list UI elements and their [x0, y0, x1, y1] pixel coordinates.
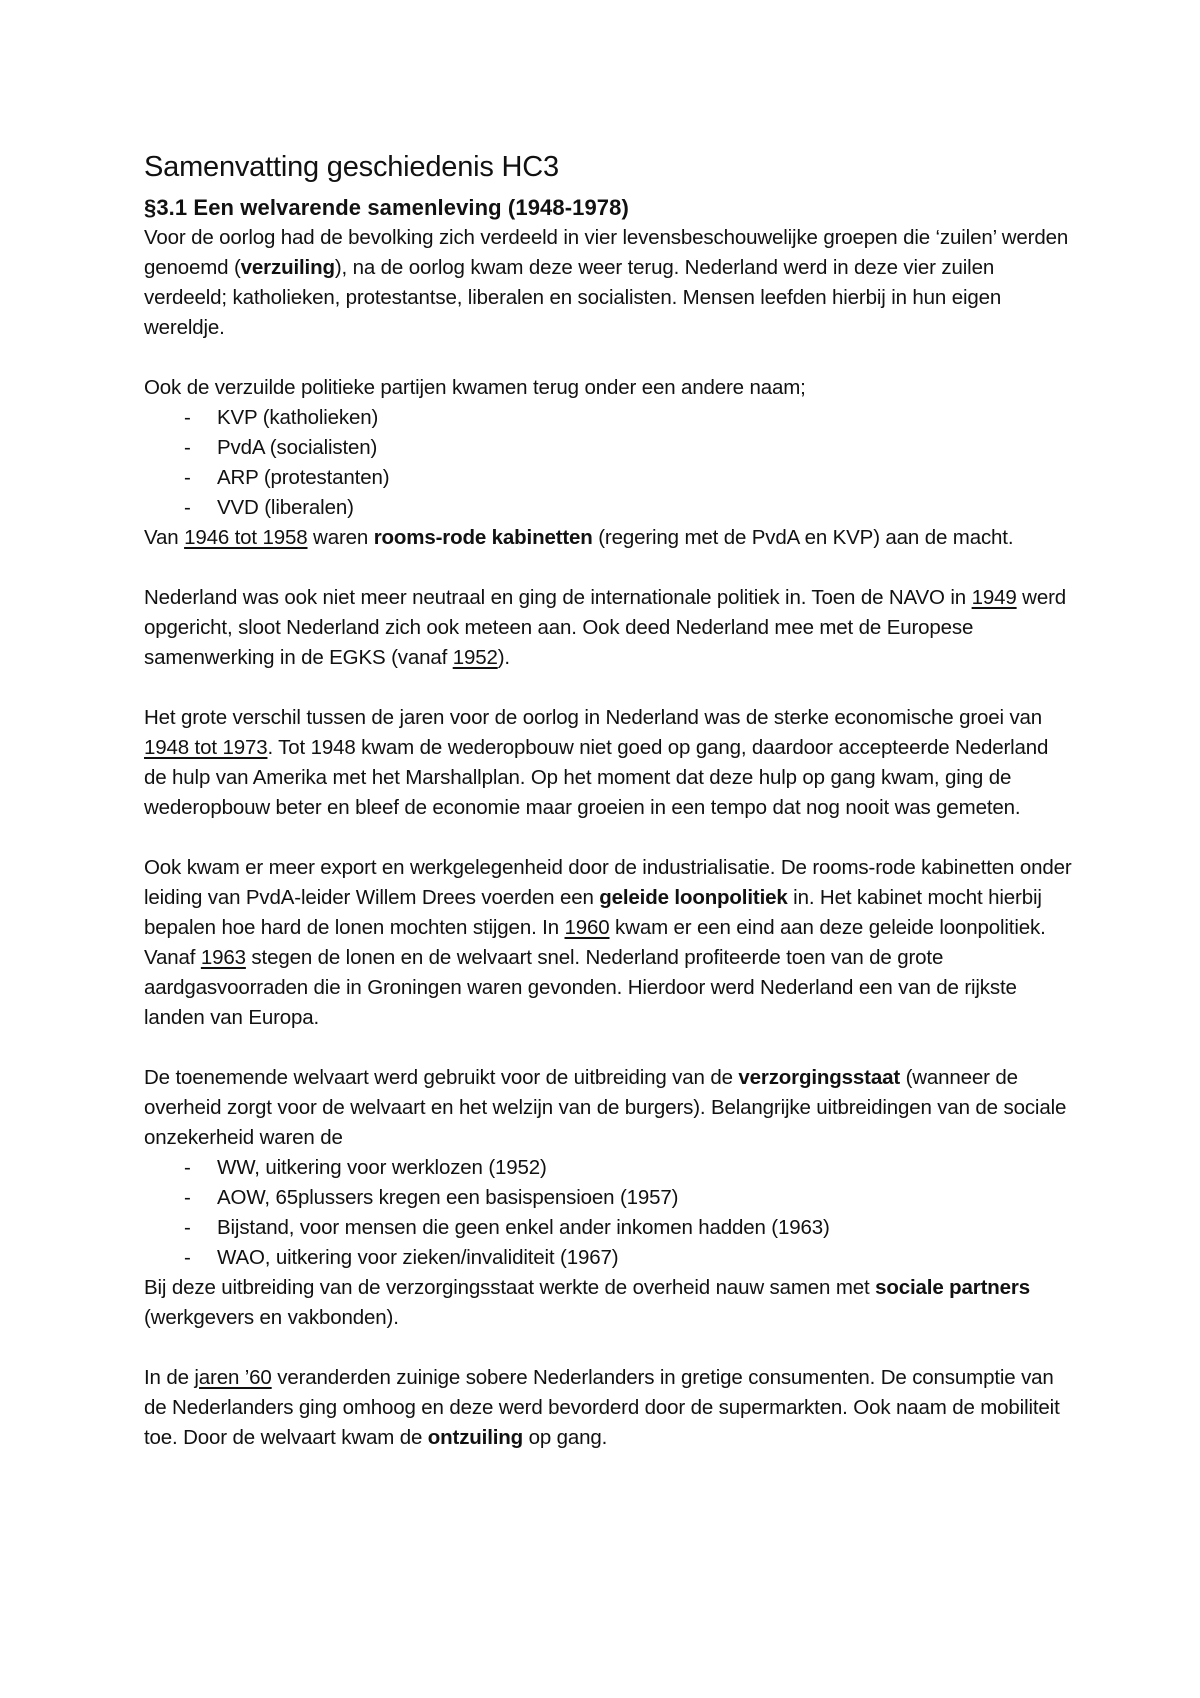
paragraph-gap	[144, 1333, 1074, 1363]
provisions-list	[144, 1153, 1074, 1273]
paragraph-gap	[144, 343, 1074, 373]
document-title: Samenvatting geschiedenis HC3	[144, 151, 559, 183]
list-item: - ARP (protestanten)	[184, 463, 1074, 493]
paragraph-consumptie	[144, 1363, 1074, 1453]
bold-term: verzorgingsstaat	[738, 1066, 901, 1089]
bold-term: rooms-rode kabinetten	[373, 526, 593, 549]
paragraph-international	[144, 583, 1074, 673]
text-run: Bij deze uitbreiding van de verzorgingsstaat werkte de overheid nauw samen met	[144, 1276, 876, 1299]
paragraph-loonpolitiek	[144, 853, 1074, 1033]
text-run: Voor de oorlog had de bevolking zich verdeeld in vier levensbeschouwelijke groepen die ‘zuilen’ werden genoemd (	[144, 226, 1069, 279]
paragraph-verzorgingsstaat	[144, 1063, 1074, 1153]
list-item: - AOW, 65plussers kregen een basispensioen (1957)	[184, 1183, 1074, 1213]
text-run: in. Het kabinet mocht hierbij bepalen hoe hard de lonen mochten stijgen. In	[144, 886, 1042, 939]
paragraph-gap	[144, 1033, 1074, 1063]
text-run: waren	[307, 526, 374, 549]
text-run: veranderden zuinige sobere Nederlanders in gretige consumenten. De consumptie van de Nederlanders ging omhoog en deze werd bevorderd door de supermarkten. Ook naam de mobiliteit toe. Door de welvaart kwam de	[144, 1366, 1060, 1449]
paragraph-gap	[144, 553, 1074, 583]
underlined-date: 1949	[971, 586, 1017, 609]
text-run: werd opgericht, sloot Nederland zich ook meteen aan. Ook deed Nederland mee met de Europese samenwerking in de EGKS (vanaf	[144, 586, 1067, 669]
parties-list	[144, 403, 1074, 523]
bold-term: geleide loonpolitiek	[599, 886, 788, 909]
text-run: Nederland was ook niet meer neutraal en ging de internationale politiek in. Toen de NAVO in	[144, 586, 972, 609]
underlined-date: jaren ’60	[194, 1366, 272, 1389]
text-run: Ook kwam er meer export en werkgelegenheid door de industrialisatie. De rooms-rode kabinetten onder leiding van PvdA-leider Willem Drees voerden een	[144, 856, 1072, 909]
list-item: - WW, uitkering voor werklozen (1952)	[184, 1153, 1074, 1183]
text-run: stegen de lonen en de welvaart snel. Nederland profiteerde toen van de grote aardgasvoorraden die in Groningen waren gevonden. Hierdoor werd Nederland een van de rijkste landen van Europa.	[144, 946, 1017, 1029]
paragraph-kabinetten	[144, 523, 1074, 553]
underlined-date: 1946 tot 1958	[184, 526, 308, 549]
text-run: (wanneer de overheid zorgt voor de welvaart en het welzijn van de burgers). Belangrijke uitbreidingen van de sociale onzekerheid waren de	[144, 1066, 1067, 1149]
underlined-date: 1963	[200, 946, 246, 969]
bold-term: verzuiling	[240, 256, 335, 279]
paragraph-gap	[144, 823, 1074, 853]
list-item: - Bijstand, voor mensen die geen enkel ander inkomen hadden (1963)	[184, 1213, 1074, 1243]
underlined-date: 1948 tot 1973	[144, 736, 268, 759]
text-run: Van	[144, 526, 185, 549]
text-run: kwam er een eind aan deze geleide loonpolitiek. Vanaf	[144, 916, 1046, 969]
list-item: - VVD (liberalen)	[184, 493, 1074, 523]
text-run: (regering met de PvdA en KVP) aan de macht.	[592, 526, 1014, 549]
text-run: (werkgevers en vakbonden).	[144, 1306, 399, 1329]
paragraph-parties-intro	[144, 373, 1074, 403]
text-run: Het grote verschil tussen de jaren voor de oorlog in Nederland was de sterke economische groei van	[144, 706, 1043, 729]
paragraph-economic-growth	[144, 703, 1074, 823]
underlined-date: 1952	[452, 646, 498, 669]
paragraph-verzuiling	[144, 223, 1074, 343]
text-run: op gang.	[523, 1426, 608, 1449]
list-item: - WAO, uitkering voor zieken/invaliditeit (1967)	[184, 1243, 1074, 1273]
list-item: - PvdA (socialisten)	[184, 433, 1074, 463]
text-run: De toenemende welvaart werd gebruikt voor de uitbreiding van de	[144, 1066, 739, 1089]
text-run: In de	[144, 1366, 195, 1389]
bold-term: ontzuiling	[427, 1426, 524, 1449]
bold-term: sociale partners	[875, 1276, 1030, 1299]
list-item: - KVP (katholieken)	[184, 403, 1074, 433]
text-run: Ook de verzuilde politieke partijen kwamen terug onder een andere naam;	[144, 376, 806, 399]
text-run: ).	[497, 646, 510, 669]
paragraph-sociale-partners	[144, 1273, 1074, 1333]
section-heading: §3.1 Een welvarende samenleving (1948-1978)	[144, 195, 629, 220]
document-page	[144, 148, 1074, 1453]
text-run: ), na de oorlog kwam deze weer terug. Nederland werd in deze vier zuilen verdeeld; katholieken, protestantse, liberalen en socialisten. Mensen leefden hierbij in hun eigen wereldje.	[144, 256, 1002, 339]
underlined-date: 1960	[564, 916, 610, 939]
text-run: . Tot 1948 kwam de wederopbouw niet goed op gang, daardoor accepteerde Nederland de hulp van Amerika met het Marshallplan. Op het moment dat deze hulp op gang kwam, ging de wederopbouw beter en bleef de economie maar groeien in een tempo dat nog nooit was gemeten.	[144, 736, 1049, 819]
paragraph-gap	[144, 673, 1074, 703]
